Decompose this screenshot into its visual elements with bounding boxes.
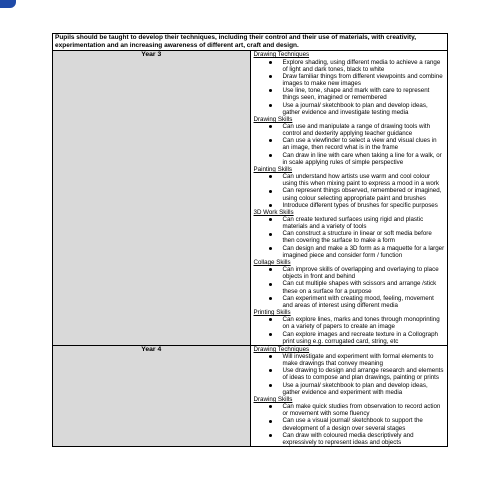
list-item: Draw familiar things from different viewpoints and combine images to make new images xyxy=(278,73,446,87)
list-item: Can explore lines, marks and tones through monoprinting on a variety of papers to create an image xyxy=(278,316,446,330)
bullet-list xyxy=(253,59,446,116)
list-item: Can make quick studies from observation to record action or movement with some fluency xyxy=(278,403,446,417)
logo-corner-mark xyxy=(0,0,16,8)
list-item: Can improve skills of overlapping and overlaying to place objects in front and behind xyxy=(278,266,446,280)
list-item: Can represent things observed, remembered or imagined, using colour selecting appropriate paint and brushes xyxy=(278,187,446,201)
bullet-list xyxy=(253,123,446,166)
section-title: Printing Skills xyxy=(253,309,291,317)
list-item: Introduce different types of brushes for specific purposes xyxy=(278,202,446,209)
curriculum-table-body xyxy=(53,34,448,447)
year-label: Year 4 xyxy=(53,345,251,446)
header-row xyxy=(53,34,448,51)
bullet-list xyxy=(253,316,446,345)
list-item: Use drawing to design and arrange research and elements of ideas to compose and plan drawings, painting or prints xyxy=(278,367,446,381)
section-title: Drawing Skills xyxy=(253,395,293,403)
year-label: Year 3 xyxy=(53,51,251,345)
bullet-list xyxy=(253,353,446,396)
list-item: Can use a visual journal/ sketchbook to support the development of a design over several stages xyxy=(278,417,446,431)
section-title: Drawing Techniques xyxy=(253,51,310,59)
section-title: 3D Work Skills xyxy=(253,208,294,216)
bullet-list xyxy=(253,216,446,259)
curriculum-table xyxy=(52,33,448,447)
list-item: Can use and manipulate a range of drawing tools with control and dexterity applying teacher guidance xyxy=(278,123,446,137)
list-item: Can draw in line with care when taking a line for a walk, or in scale applying rules of simple perspective xyxy=(278,152,446,166)
bullet-list xyxy=(253,173,446,209)
list-item: Can use a viewfinder to select a view and visual clues in an image, then record what is in the frame xyxy=(278,137,446,151)
header-cell: Pupils should be taught to develop their techniques, including their control and their use of materials, with creativity, experimentation and an increasing awareness of different art, craft and design. xyxy=(53,34,448,51)
section-title: Drawing Skills xyxy=(253,115,293,123)
list-item: Can draw with coloured media descriptively and expressively to represent ideas and objects xyxy=(278,432,446,446)
list-item: Can construct a structure in linear or soft media before then covering the surface to make a form xyxy=(278,230,446,244)
list-item: Use a journal/ sketchbook to plan and develop ideas, gather evidence and investigate testing media xyxy=(278,102,446,116)
bullet-list xyxy=(253,266,446,309)
year-content xyxy=(250,51,448,345)
year-row xyxy=(53,51,448,345)
list-item: Can create textured surfaces using rigid and plastic materials and a variety of tools xyxy=(278,216,446,230)
year-content xyxy=(250,345,448,446)
list-item: Can understand how artists use warm and cool colour using this when mixing paint to express a mood in a work xyxy=(278,173,446,187)
section-title: Painting Skills xyxy=(253,165,293,173)
bullet-list xyxy=(253,403,446,446)
list-item: Use a journal/ sketchbook to plan and develop ideas, gather evidence and experiment with media xyxy=(278,382,446,396)
list-item: Can explore images and recreate texture in a Collograph print using e.g. corrugated card, string, etc xyxy=(278,331,446,345)
section-title: Drawing Techniques xyxy=(253,345,310,353)
list-item: Explore shading, using different media to achieve a range of light and dark tones, black to white xyxy=(278,59,446,73)
list-item: Will investigate and experiment with formal elements to make drawings that convey meaning xyxy=(278,353,446,367)
year-row xyxy=(53,345,448,446)
section-title: Collage Skills xyxy=(253,258,291,266)
list-item: Can cut multiple shapes with scissors and arrange /stick these on a surface for a purpose xyxy=(278,280,446,294)
list-item: Can experiment with creating mood, feeling, movement and areas of interest using different media xyxy=(278,295,446,309)
list-item: Use line, tone, shape and mark with care to represent things seen, imagined or remembered xyxy=(278,87,446,101)
list-item: Can design and make a 3D form as a maquette for a larger imagined piece and consider form / function xyxy=(278,245,446,259)
